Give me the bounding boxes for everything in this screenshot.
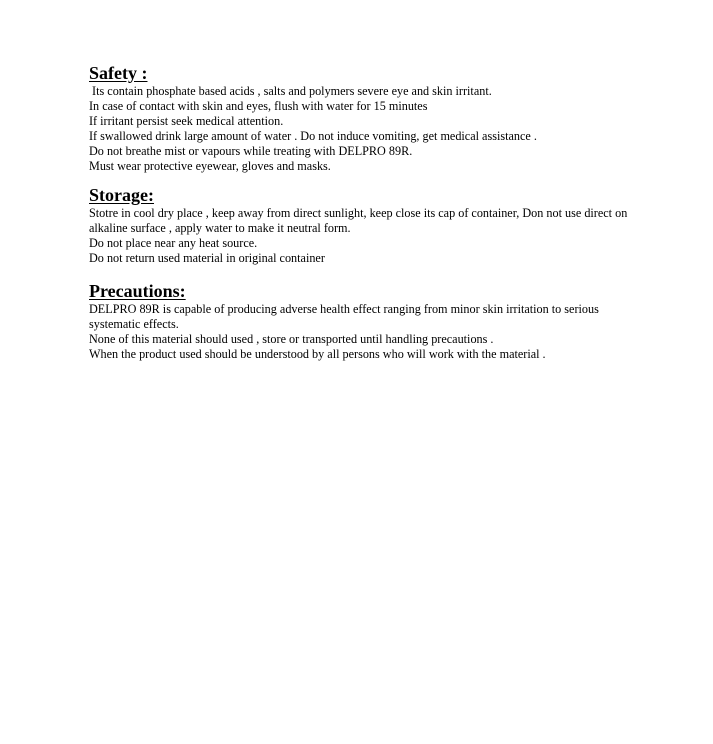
precautions-line: When the product used should be understood by all persons who will work with the material .: [89, 347, 546, 361]
storage-line: Stotre in cool dry place , keep away from direct sunlight, keep close its cap of container, Don not use direct on alkaline surface , apply water to make it neutral form.: [89, 206, 631, 235]
precautions-line: DELPRO 89R is capable of producing adverse health effect ranging from minor skin irritation to serious systematic effects.: [89, 302, 602, 331]
precautions-section: [89, 280, 649, 362]
storage-body: [89, 206, 649, 266]
precautions-heading: Precautions:: [89, 281, 186, 301]
safety-line: Must wear protective eyewear, gloves and masks.: [89, 159, 331, 173]
storage-line: Do not return used material in original container: [89, 251, 325, 265]
safety-body: [89, 84, 649, 174]
safety-section: [89, 62, 649, 174]
storage-line: Do not place near any heat source.: [89, 236, 258, 250]
safety-line: If irritant persist seek medical attention.: [89, 114, 284, 128]
safety-line: Its contain phosphate based acids , salts and polymers severe eye and skin irritant.: [89, 84, 492, 98]
storage-section: [89, 184, 649, 266]
document-page: [89, 62, 649, 362]
precautions-line: None of this material should used , store or transported until handling precautions .: [89, 332, 494, 346]
storage-heading: Storage:: [89, 185, 154, 205]
safety-heading: Safety :: [89, 63, 148, 83]
precautions-body: [89, 302, 649, 362]
safety-line: In case of contact with skin and eyes, flush with water for 15 minutes: [89, 99, 428, 113]
safety-line: If swallowed drink large amount of water . Do not induce vomiting, get medical assistance .: [89, 129, 537, 143]
safety-line: Do not breathe mist or vapours while treating with DELPRO 89R.: [89, 144, 413, 158]
